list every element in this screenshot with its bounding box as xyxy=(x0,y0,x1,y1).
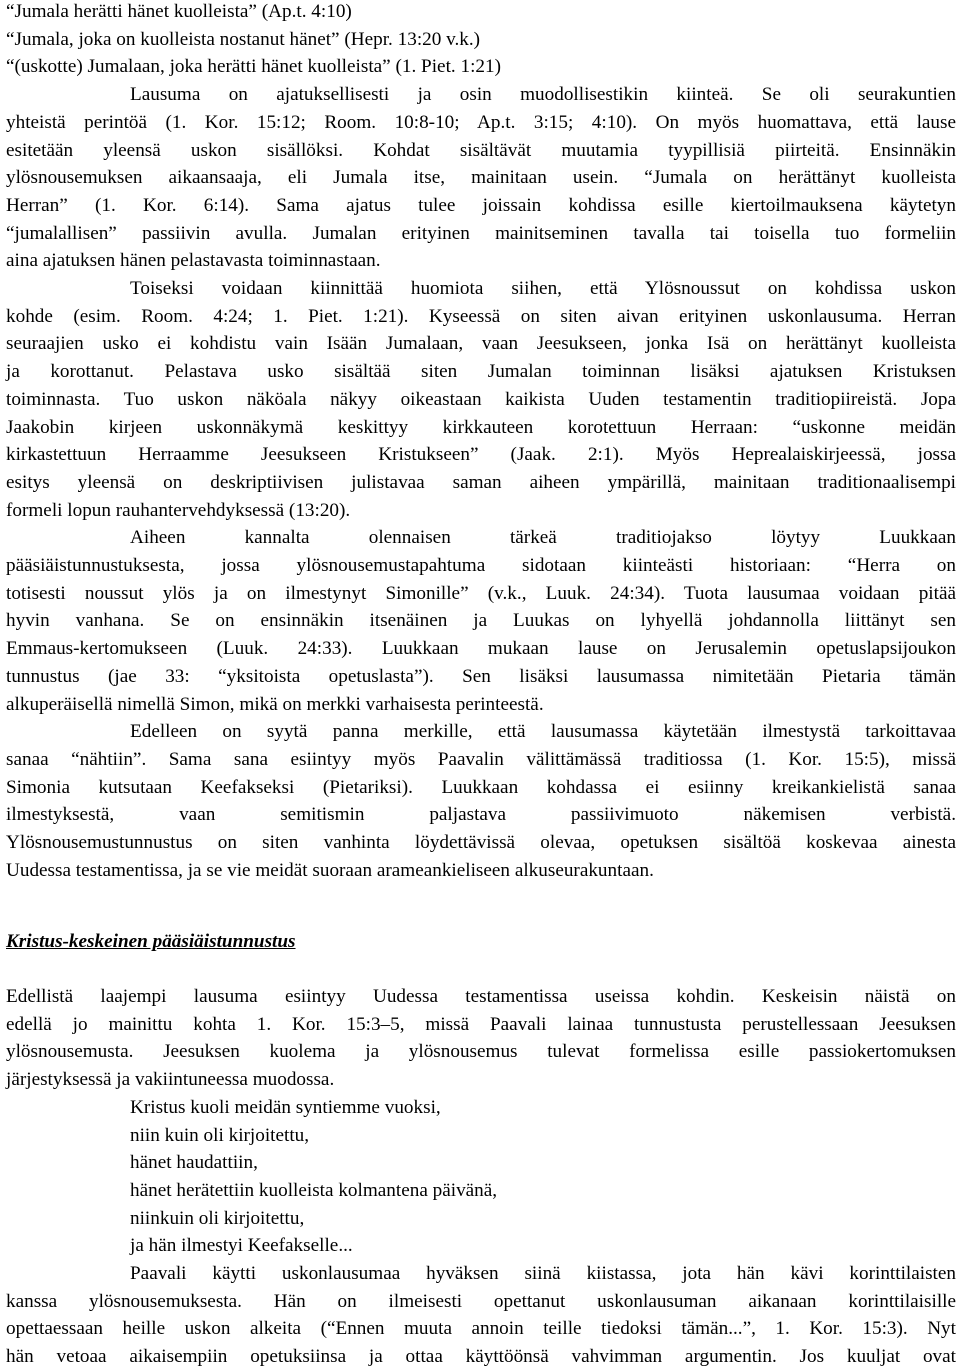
text-line: hänet haudattiin, xyxy=(130,1152,258,1174)
text-line: totisesti noussut ylös ja on ilmestynyt Simonille” (v.k., Luuk. 24:34). Tuota lausumaa voidaan pitää xyxy=(6,582,956,604)
text-line: Kristus kuoli meidän syntiemme vuoksi, xyxy=(130,1096,441,1118)
text-line: aina ajatuksen hänen pelastavasta toiminnastaan. xyxy=(6,250,381,272)
text-line: Uudessa testamentissa, ja se vie meidät suoraan arameankieliseen alkuseurakuntaan. xyxy=(6,859,654,881)
text-line: “(uskotte) Jumalaan, joka herätti hänet kuolleista” (1. Piet. 1:21) xyxy=(6,56,501,78)
text-line: Edelleen on syytä panna merkille, että lausumassa käytetään ilmestystä tarkoittavaa xyxy=(130,721,956,743)
text-line: ylösnousemusta. Jeesuksen kuolema ja ylösnousemus tulevat formelissa esille passiokertomuksen xyxy=(6,1041,956,1063)
text-line: yhteistä perintöä (1. Kor. 15:12; Room. 10:8-10; Ap.t. 3:15; 4:10). On myös huomattava, että lause xyxy=(6,111,956,133)
text-line: opettaessaan heille uskon alkeita (“Ennen muuta annoin teille tiedoksi tämän...”, 1. Kor. 15:3). Nyt xyxy=(6,1318,956,1340)
text-line: hänet herätettiin kuolleista kolmantena päivänä, xyxy=(130,1179,498,1201)
text-line: Jaakobin kirjeen uskonnäkymä keskittyy kirkkauteen korotettuun Herraan: “uskonne meidän xyxy=(6,416,956,438)
section-heading: Kristus-keskeinen pääsiäistunnustus xyxy=(6,931,296,952)
text-line: niin kuin oli kirjoitettu, xyxy=(130,1124,310,1146)
text-line: “jumalallisen” passiivin avulla. Jumalan erityinen mainitseminen tavalla tai toisella tuo formeliin xyxy=(6,222,956,244)
text-line: Paavali käytti uskonlausumaa hyväksen siinä kiistassa, jota hän kävi korinttilaisten xyxy=(130,1263,956,1284)
text-line: Simonia kutsutaan Keefakseksi (Pietariksi). Luukkaan kohdassa ei esiinny kreikankielistä sanaa xyxy=(6,776,956,798)
text-line: ylösnousemuksen aikaansaaja, eli Jumala itse, mainitaan usein. “Jumala on herättänyt kuolleista xyxy=(6,167,956,189)
text-line: tunnustus (jae 33: “yksitoista opetuslasta”). Sen lisäksi lausumassa nimitetään Pietaria tämän xyxy=(6,665,956,687)
text-line: pääsiäistunnustuksesta, jossa ylösnousemustapahtuma sidotaan kiinteästi historiaan: “Herra on xyxy=(6,555,956,576)
text-line: hyvin vanhana. Se on ensinnäkin itsenäinen ja Luukas on lyhyellä johdannolla liittänyt sen xyxy=(6,610,956,632)
text-line: Herran” (1. Kor. 6:14). Sama ajatus tulee joissain kohdissa esille kiertoilmauksena käytetyn xyxy=(6,194,956,216)
text-line: Edellistä laajempi lausuma esiintyy Uudessa testamentissa useissa kohdin. Keskeisin näistä on xyxy=(6,986,956,1007)
text-line: Ylösnousemustunnustus on siten vanhinta löydettävissä olevaa, opetuksen sisältöä koskevaa ainesta xyxy=(6,832,956,853)
text-line: esitetään yleensä uskon sisällöksi. Kohdat sisältävät muutamia tyypillisiä piirteitä. Ensinnäkin xyxy=(6,139,956,161)
text-line: alkuperäisellä nimellä Simon, mikä on merkki varhaisesta perinteestä. xyxy=(6,693,544,715)
text-line: toiminnasta. Tuo uskon näköala näkyy oikeastaan kaikista Uuden testamentin traditiopiireistä. Jopa xyxy=(6,388,956,410)
text-line: ja korottanut. Pelastava usko sisältää siten Jumalan toiminnan lisäksi ajatuksen Kristuksen xyxy=(6,361,956,383)
text-line: “Jumala herätti hänet kuolleista” (Ap.t. 4:10) xyxy=(6,1,352,22)
text-line: Emmaus-kertomukseen (Luuk. 24:33). Luukkaan mukaan lause on Jerusalemin opetuslapsijoukon xyxy=(6,638,956,660)
text-line: niinkuin oli kirjoitettu, xyxy=(130,1207,305,1229)
text-line: edellä jo mainittu kohta 1. Kor. 15:3–5, missä Paavali lainaa tunnustusta perustellessaan Jeesuksen xyxy=(6,1013,956,1035)
text-line: Toiseksi voidaan kiinnittää huomiota siihen, että Ylösnoussut on kohdissa uskon xyxy=(130,278,956,299)
text-line: seuraajien usko ei kohdistu vain Isään Jumalaan, vaan Jeesukseen, jonka Isä on herättänyt kuolleista xyxy=(6,333,956,355)
text-line: järjestyksessä ja vakiintuneessa muodossa. xyxy=(6,1069,335,1091)
text-line: formeli lopun rauhantervehdyksessä (13:20). xyxy=(6,499,351,521)
text-line: sanaa “nähtiin”. Sama sana esiintyy myös Paavalin välittämässä traditiossa (1. Kor. 15:5), missä xyxy=(6,748,956,770)
text-line: “Jumala, joka on kuolleista nostanut hänet” (Hepr. 13:20 v.k.) xyxy=(6,28,481,50)
text-line: Aiheen kannalta olennaisen tärkeä traditiojakso löytyy Luukkaan xyxy=(130,527,956,549)
text-line: kanssa ylösnousemuksesta. Hän on ilmeisesti opettanut uskonlausuman aikanaan korinttilaisille xyxy=(6,1290,956,1312)
text-line: esitys yleensä on deskriptiivisen julistavaa saman aiheen ympärillä, mainitaan traditionaalisempi xyxy=(6,471,956,493)
text-line: kirkastettuun Herraamme Jeesukseen Kristukseen” (Jaak. 2:1). Myös Heprealaiskirjeessä, jossa xyxy=(6,444,956,466)
text-line: kohde (esim. Room. 4:24; 1. Piet. 1:21). Kyseessä on siten aivan erityinen uskonlausuma. Herran xyxy=(6,305,956,327)
text-line: ilmestyksestä, vaan semitismin paljastava passiivimuoto näkemisen verbistä. xyxy=(6,804,956,826)
text-line: ja hän ilmestyi Keefakselle... xyxy=(130,1235,353,1257)
text-line: Lausuma on ajatuksellisesti ja osin muodollisestikin kiinteä. Se oli seurakuntien xyxy=(130,84,956,106)
text-line: hän vetoaa aikaisempiin opetuksiinsa ja ottaa käyttöönsä vahvimman argumentin. Jos kuuljat ovat xyxy=(6,1346,956,1368)
